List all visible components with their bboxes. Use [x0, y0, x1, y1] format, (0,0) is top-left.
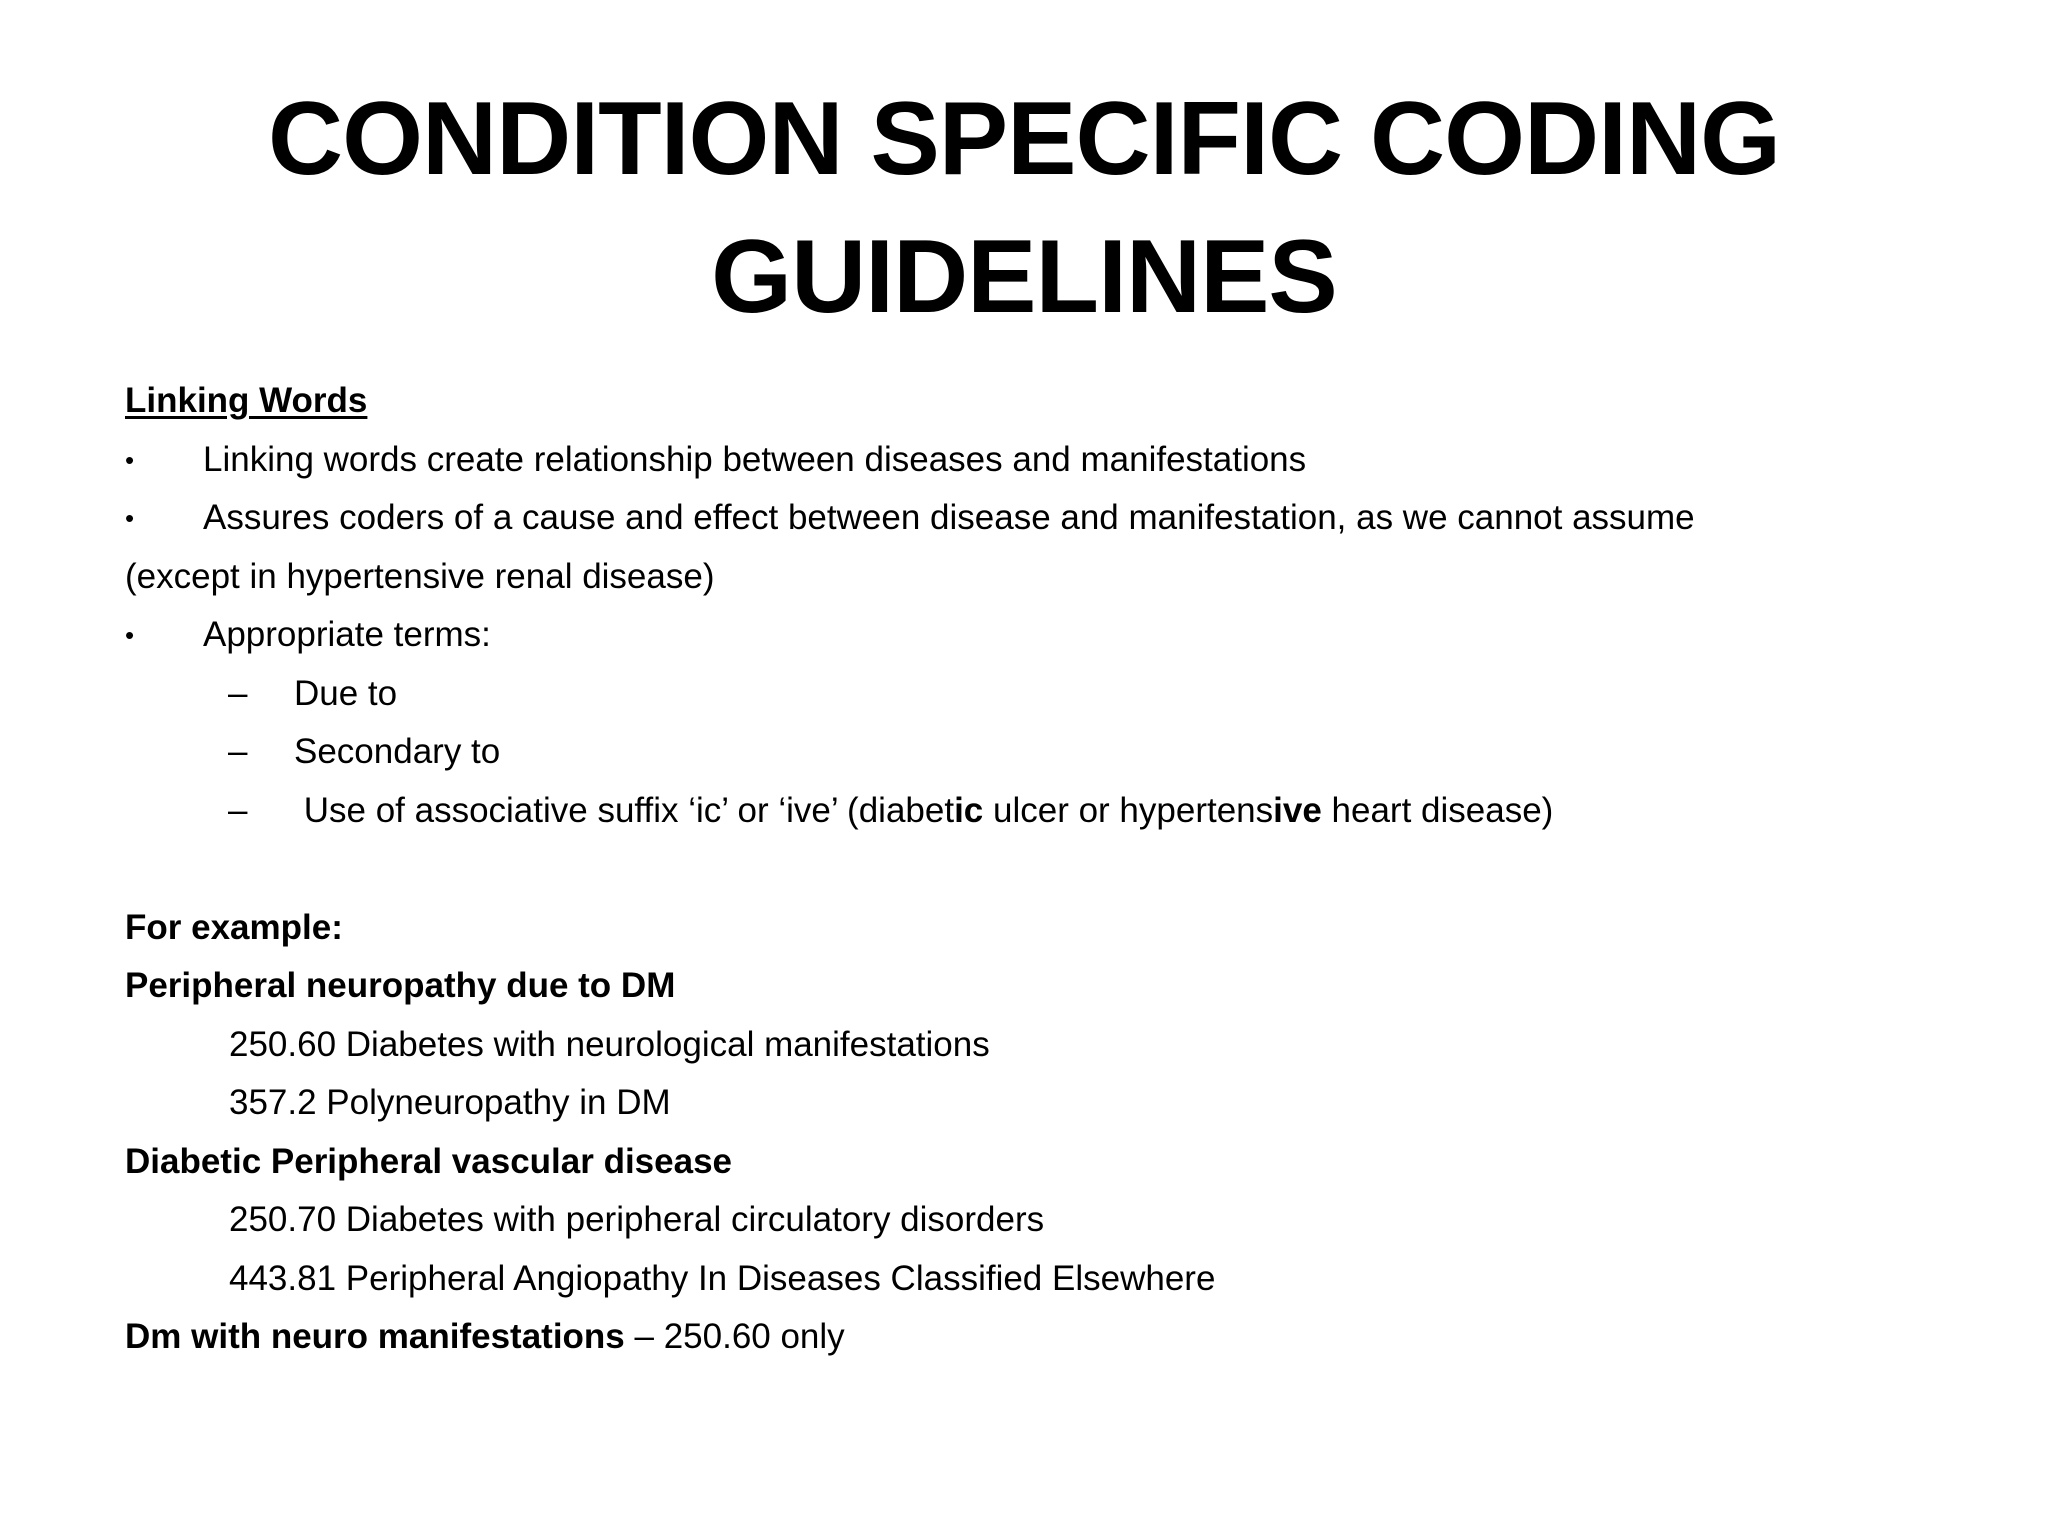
dash-marker: – — [228, 732, 248, 771]
term-bold-suffix: ive — [1273, 790, 1322, 830]
bullet-item — [125, 489, 1985, 548]
example-code: 250.70 Diabetes with peripheral circulatory disorders — [229, 1200, 1045, 1239]
bullet-item — [125, 606, 1985, 665]
example-code: 443.81 Peripheral Angiopathy In Diseases Classified Elsewhere — [229, 1258, 1216, 1298]
term-item — [125, 723, 1985, 782]
example-summary — [125, 1308, 1985, 1367]
term-item — [125, 782, 1985, 841]
example-code: 357.2 Polyneuropathy in DM — [229, 1083, 671, 1122]
bullet-text: Appropriate terms: — [203, 615, 491, 654]
dash-marker: – — [228, 673, 248, 713]
bullet-item — [125, 431, 1985, 490]
example-title: Peripheral neuropathy due to DM — [125, 966, 676, 1005]
term-text: Due to — [294, 673, 398, 713]
bullet-marker: • — [125, 620, 135, 650]
example-code: 250.60 Diabetes with neurological manifestations — [229, 1024, 990, 1064]
slide-title — [0, 70, 2048, 346]
bullet-text: Assures coders of a cause and effect between disease and manifestation, as we cannot assume — [203, 498, 1695, 537]
term-text-part: Use of associative suffix ‘ic’ or ‘ive’ (diabet — [294, 790, 955, 830]
bullet-text: Linking words create relationship between diseases and manifestations — [203, 439, 1307, 479]
dash-marker: – — [228, 790, 248, 830]
section-heading: Linking Words — [125, 381, 368, 420]
title-line-2: GUIDELINES — [711, 219, 1337, 335]
slide-body — [125, 372, 1985, 1367]
term-text: Secondary to — [294, 732, 501, 771]
title-line-1: CONDITION SPECIFIC CODING — [268, 81, 1780, 197]
bullet-continuation — [125, 548, 1985, 607]
spacer — [125, 840, 1985, 899]
bullet-marker: • — [125, 444, 135, 475]
bullet-continuation-text: (except in hypertensive renal disease) — [125, 556, 715, 596]
example-title: Diabetic Peripheral vascular disease — [125, 1141, 732, 1181]
example-title: Dm with neuro manifestations — [125, 1317, 625, 1356]
term-bold-suffix: ic — [954, 790, 984, 830]
term-item — [125, 665, 1985, 724]
term-text-part: heart disease) — [1321, 790, 1554, 830]
example-summary-code: – 250.60 only — [624, 1317, 845, 1356]
term-text-part: ulcer or hypertens — [983, 790, 1274, 830]
bullet-marker: • — [125, 503, 135, 533]
examples-heading: For example: — [125, 907, 343, 947]
section-heading-row — [125, 372, 1985, 431]
